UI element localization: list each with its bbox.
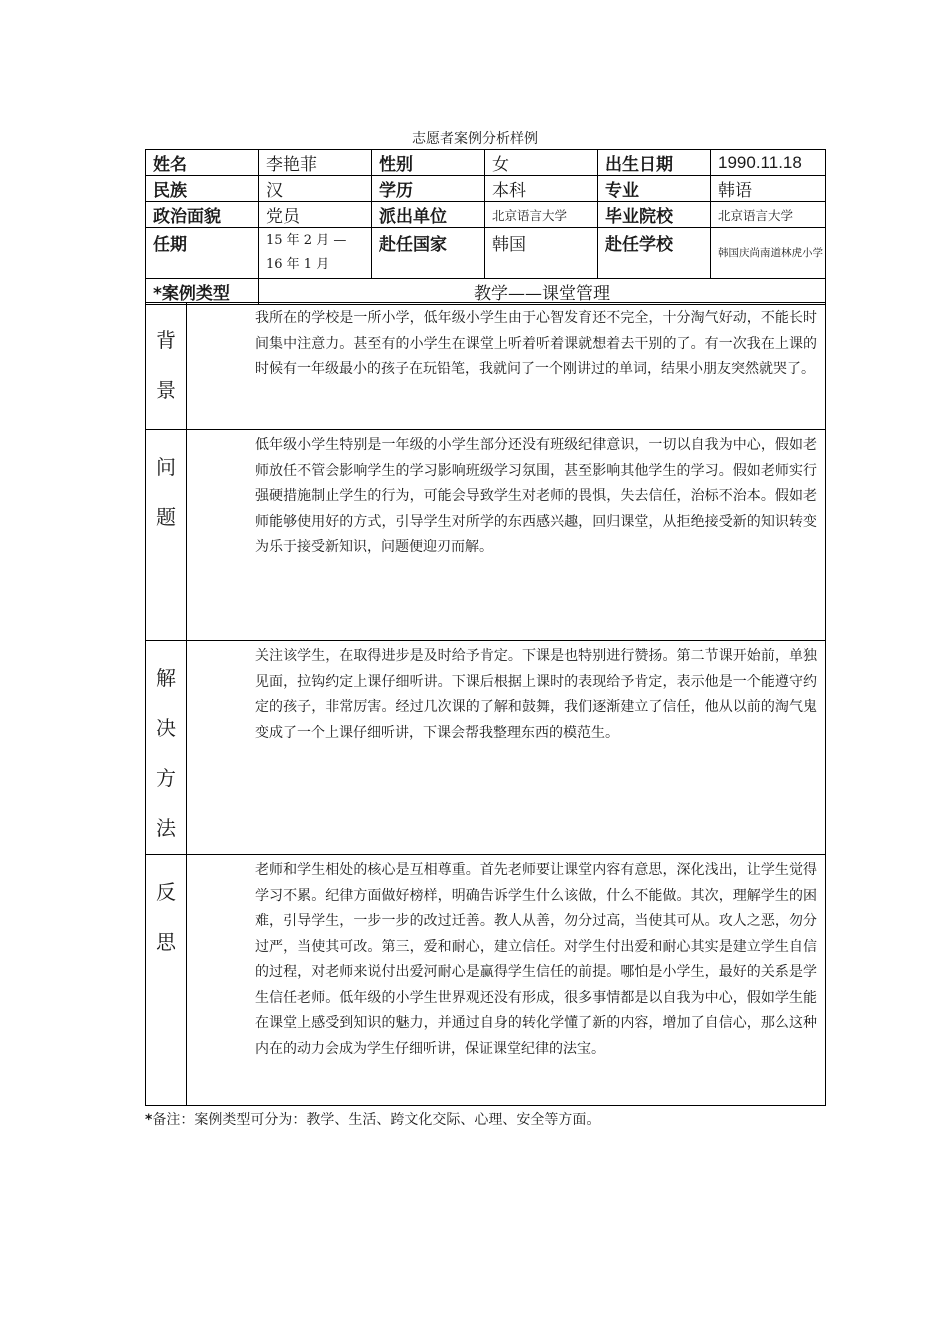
case-sections-table: [145, 302, 826, 1106]
section-label-background: [146, 303, 187, 430]
case-type-value: 教学——课堂管理: [259, 279, 826, 305]
graduate-label: 毕业院校: [598, 202, 711, 228]
school-label: 赴任学校: [598, 228, 711, 279]
document-title: 志愿者案例分析样例: [412, 131, 538, 147]
label-char: 问: [156, 455, 176, 479]
section-text-problem: 低年级小学生特别是一年级的小学生部分还没有班级纪律意识，一切以自我为中心，假如老师放任不管会影响学生的学习影响班级学习氛围，甚至影响其他学生的学习。假如老师实行强硬措施制止学生的行为，可能会导致学生对老师的畏惧，失去信任，治标不治本。假如老师能够使用好的方式，引导学生对所学的东西感兴趣，回归课堂，从拒绝接受新的知识转变为乐于接受新知识，问题便迎刃而解。: [187, 430, 826, 641]
section-label-solution: [146, 641, 187, 855]
section-text-reflection: 老师和学生相处的核心是互相尊重。首先老师要让课堂内容有意思，深化浅出，让学生觉得学习不累。纪律方面做好榜样，明确告诉学生什么该做，什么不能做。其次，理解学生的困难，引导学生，一步一步的改过迁善。教人从善，勿分过高，当使其可从。攻人之恶，勿分过严，当使其可改。第三，爱和耐心，建立信任。对学生付出爱和耐心其实是建立学生自信的过程，对老师来说付出爱河耐心是赢得学生信任的前提。哪怕是小学生，最好的关系是学生信任老师。低年级的小学生世界观还没有形成，很多事情都是以自我为中心，假如学生能在课堂上感受到知识的魅力，并通过自身的转化学懂了新的内容，增加了自信心，那么这种内在的动力会成为学生仔细听讲，保证课堂纪律的法宝。: [187, 855, 826, 1106]
section-label-problem: [146, 430, 187, 641]
country-label: 赴任国家: [372, 228, 485, 279]
ethnicity-value: 汉: [259, 176, 372, 202]
section-background: [146, 303, 826, 430]
label-char: 题: [156, 505, 176, 529]
section-solution: [146, 641, 826, 855]
term-value: [259, 228, 372, 279]
dispatch-value: 北京语言大学: [485, 202, 598, 228]
label-char: 方: [156, 766, 176, 790]
case-type-label: *案例类型: [146, 279, 259, 305]
section-text-solution: 关注该学生，在取得进步是及时给予肯定。下课是也特别进行赞扬。第二节课开始前，单独见面，拉钩约定上课仔细听讲。下课后根据上课时的表现给予肯定，表示他是一个能遵守约定的孩子，非常厉害。经过几次课的了解和鼓舞，我们逐渐建立了信任，他从以前的淘气鬼变成了一个上课仔细听讲，下课会帮我整理东西的模范生。: [187, 641, 826, 855]
label-char: 背: [156, 328, 176, 352]
birth-label: 出生日期: [598, 150, 711, 176]
section-reflection: [146, 855, 826, 1106]
gender-value: 女: [485, 150, 598, 176]
term-label: 任期: [146, 228, 259, 279]
label-char: 解: [156, 666, 176, 690]
term-start: 15 年 2 月 —: [266, 233, 347, 248]
birth-value: 1990.11.18: [711, 150, 826, 176]
label-char: 决: [156, 716, 176, 740]
section-problem: [146, 430, 826, 641]
label-char: 反: [156, 880, 176, 904]
political-label: 政治面貌: [146, 202, 259, 228]
ethnicity-label: 民族: [146, 176, 259, 202]
section-label-reflection: [146, 855, 187, 1106]
section-text-background: 我所在的学校是一所小学，低年级小学生由于心智发育还不完全，十分淘气好动，不能长时间集中注意力。甚至有的小学生在课堂上听着听着课就想着去干别的了。有一次我在上课的时候有一年级最小的孩子在玩铅笔，我就问了一个刚讲过的单词，结果小朋友突然就哭了。: [187, 303, 826, 430]
major-value: 韩语: [711, 176, 826, 202]
dispatch-label: 派出单位: [372, 202, 485, 228]
education-value: 本科: [485, 176, 598, 202]
footnote-text: 备注：案例类型可分为：教学、生活、跨文化交际、心理、安全等方面。: [152, 1112, 601, 1128]
gender-label: 性别: [372, 150, 485, 176]
footnote: [145, 1109, 600, 1129]
name-label: 姓名: [146, 150, 259, 176]
name-value: 李艳菲: [259, 150, 372, 176]
footnote-star: *: [145, 1112, 153, 1128]
label-char: 景: [156, 378, 176, 402]
political-value: 党员: [259, 202, 372, 228]
major-label: 专业: [598, 176, 711, 202]
country-value: 韩国: [485, 228, 598, 279]
info-table: [145, 149, 826, 305]
label-char: 法: [156, 816, 176, 840]
education-label: 学历: [372, 176, 485, 202]
term-end: 16 年 1 月: [266, 257, 330, 272]
school-value: 韩国庆尚南道林虎小学: [711, 228, 826, 279]
label-char: 思: [156, 930, 176, 954]
graduate-value: 北京语言大学: [711, 202, 826, 228]
